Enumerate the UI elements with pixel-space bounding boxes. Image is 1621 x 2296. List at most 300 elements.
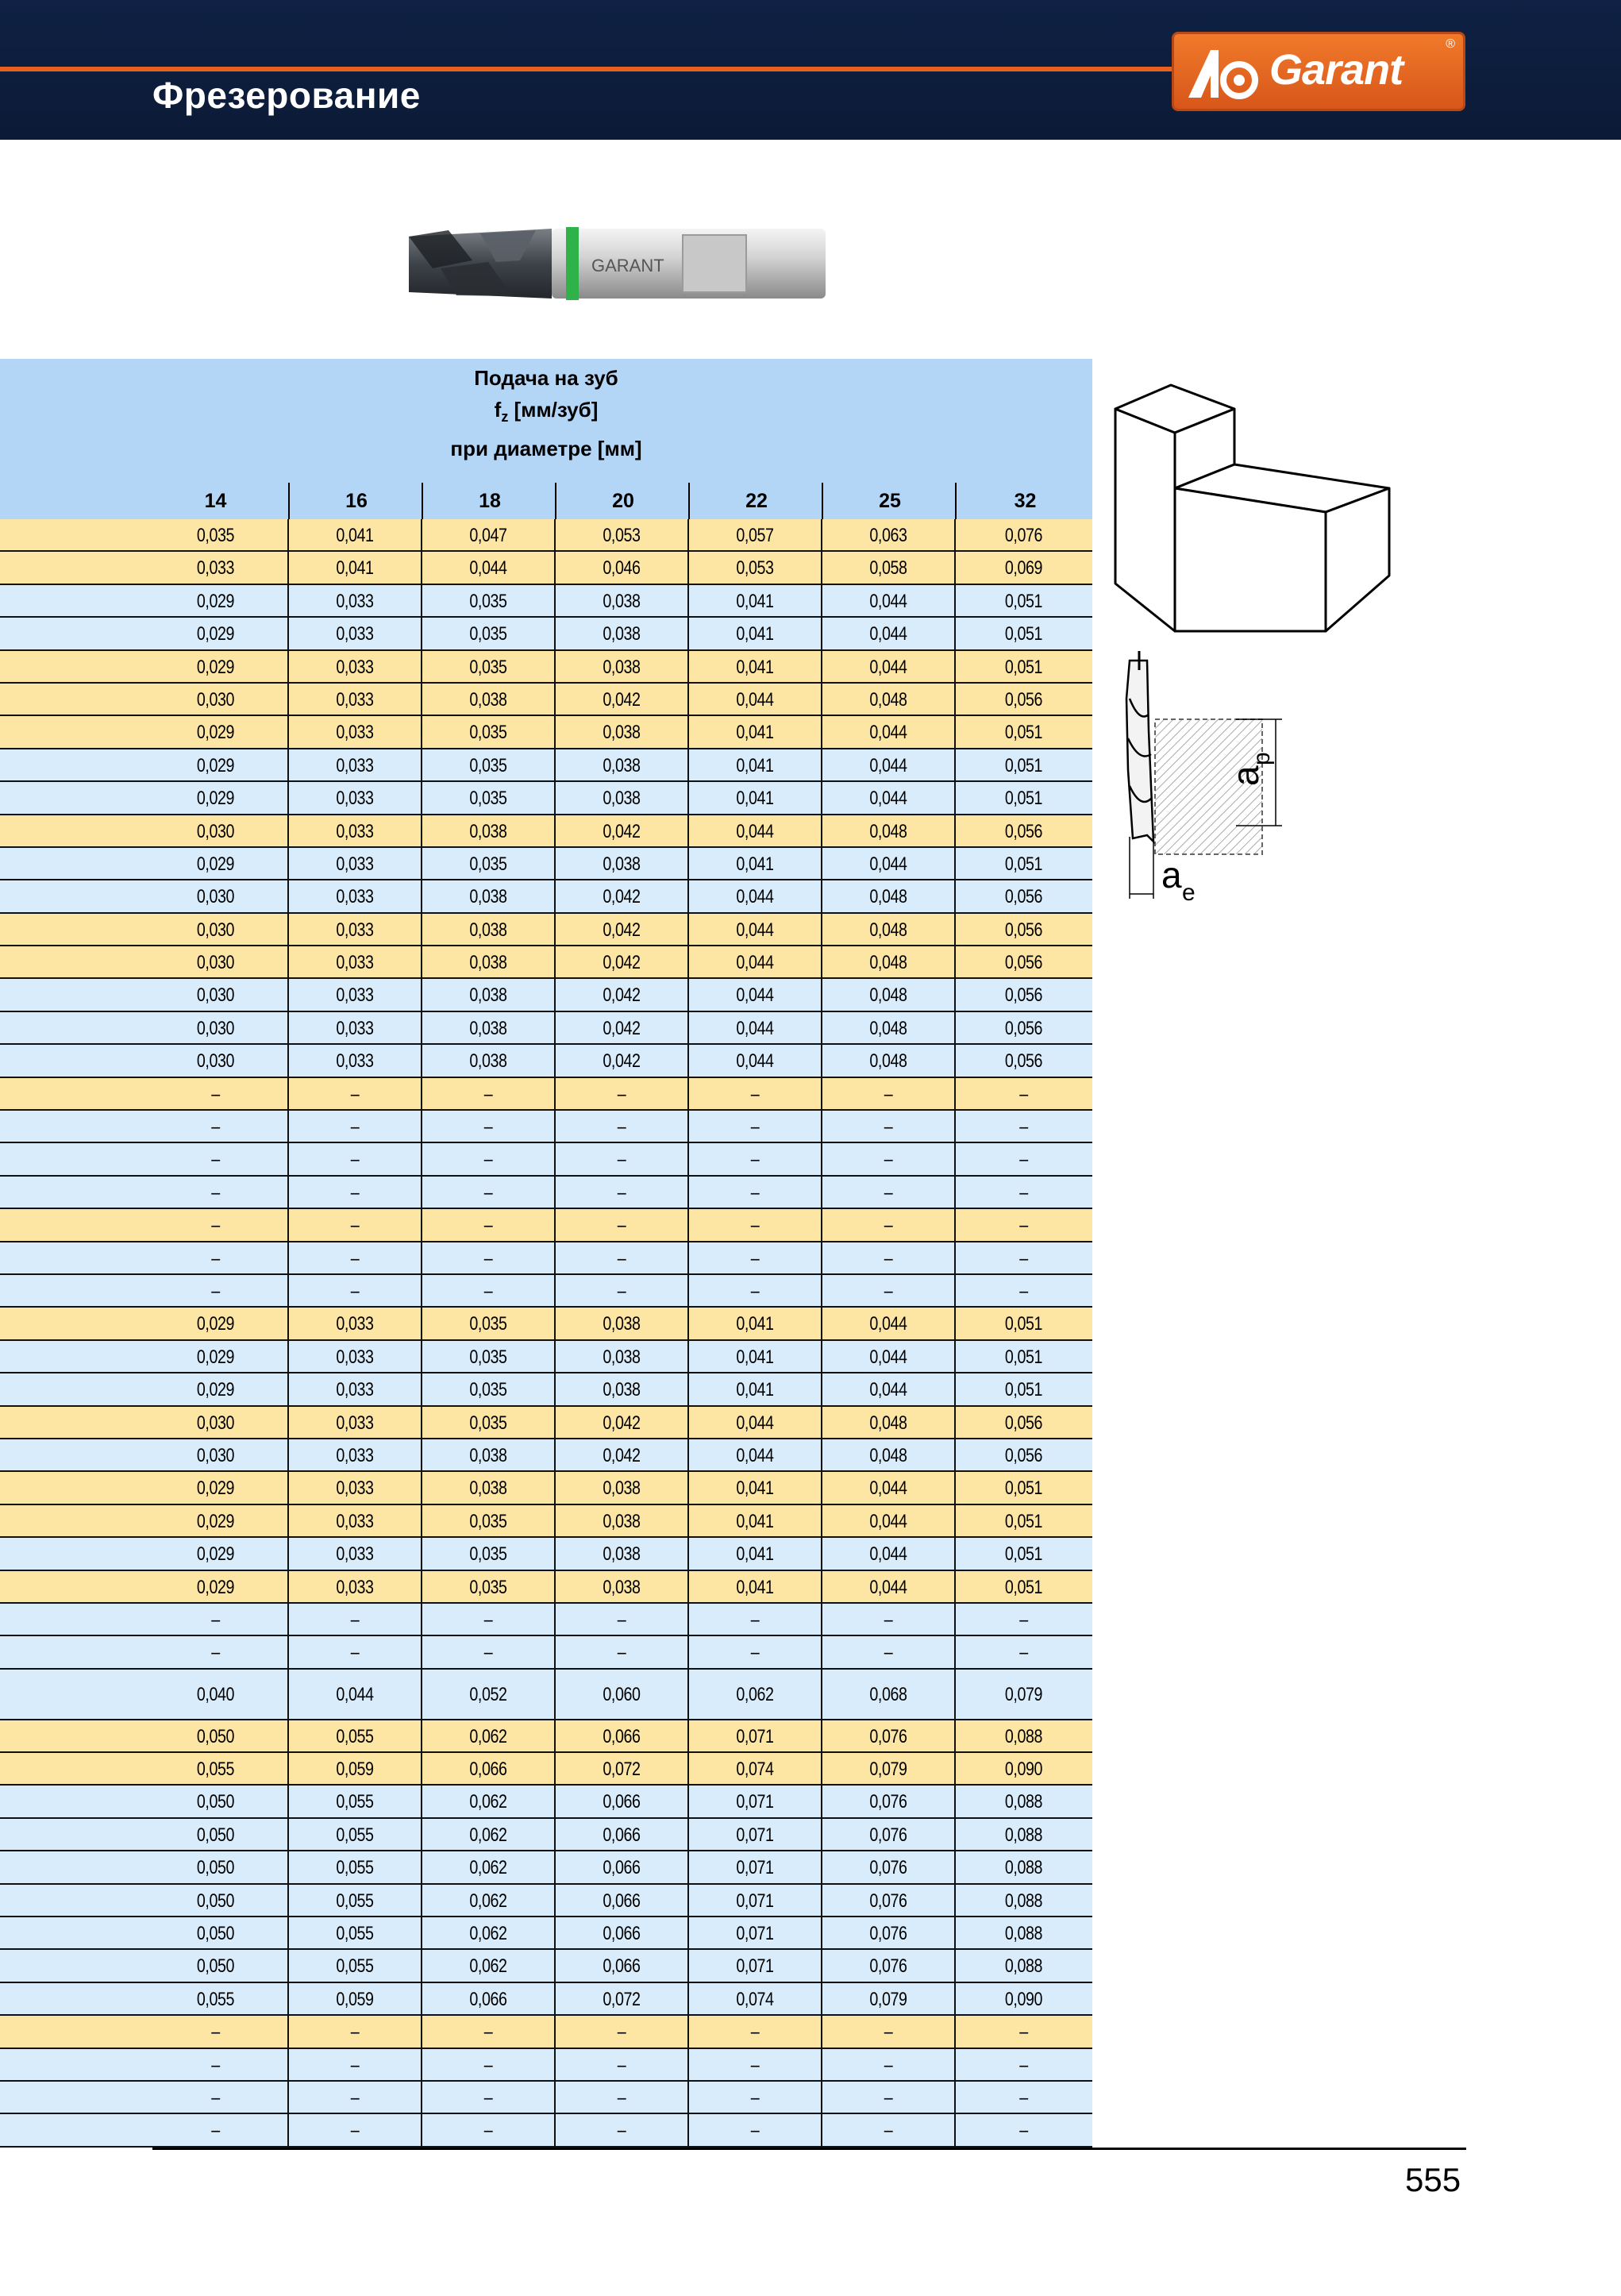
column-divider [821, 519, 822, 552]
column-divider [954, 1078, 956, 1111]
column-divider [687, 1045, 689, 1077]
column-divider [821, 1472, 822, 1504]
table-cell: – [483, 1608, 493, 1631]
column-divider [687, 1341, 689, 1373]
table-cell: – [1019, 2086, 1028, 2109]
table-cell: 0,041 [736, 754, 774, 776]
table-cell: 0,050 [196, 1725, 235, 1747]
table-cell: 0,033 [336, 1543, 374, 1566]
table-cell: 0,066 [603, 1725, 641, 1747]
table-cell: 0,035 [469, 590, 507, 612]
cutting-depth-diagram [1115, 651, 1306, 905]
column-divider [554, 1604, 556, 1636]
table-row [0, 1753, 1092, 1786]
column-divider [421, 1177, 422, 1209]
table-row [0, 2082, 1092, 2114]
table-cell: 0,038 [603, 656, 641, 678]
table-cell: 0,079 [1004, 1683, 1043, 1705]
column-divider [554, 1242, 556, 1275]
column-divider [954, 1373, 956, 1406]
column-divider [687, 1786, 689, 1818]
table-row [0, 914, 1092, 946]
column-divider [954, 1111, 956, 1143]
heading-unit: [мм/зуб] [514, 398, 599, 422]
column-divider [821, 1720, 822, 1753]
table-cell: 0,033 [336, 886, 374, 908]
table-row [0, 1275, 1092, 1308]
column-divider [554, 1045, 556, 1077]
column-divider [554, 749, 556, 782]
table-cell: 0,033 [336, 1017, 374, 1039]
table-cell: 0,063 [869, 525, 907, 546]
table-row [0, 1439, 1092, 1472]
table-cell: 0,055 [336, 1824, 374, 1846]
table-cell: 0,035 [469, 1346, 507, 1368]
column-divider [287, 1373, 289, 1406]
table-cell: – [211, 1181, 220, 1204]
column-divider [687, 1472, 689, 1504]
column-divider [287, 585, 289, 618]
table-cell: 0,044 [869, 590, 907, 612]
table-row [0, 1720, 1092, 1753]
table-cell: – [617, 1149, 626, 1171]
table-cell: 0,079 [869, 1988, 907, 2010]
table-cell: 0,059 [336, 1759, 374, 1781]
column-divider [554, 1012, 556, 1045]
column-divider [554, 2049, 556, 2082]
column-divider [821, 979, 822, 1011]
table-cell: 0,033 [336, 722, 374, 744]
table-cell: 0,038 [469, 886, 507, 908]
table-cell: 0,042 [603, 820, 641, 842]
column-divider [421, 1472, 422, 1504]
table-cell: – [483, 2086, 493, 2109]
table-cell: 0,055 [336, 1890, 374, 1912]
table-cell: 0,047 [469, 525, 507, 546]
column-divider [954, 519, 956, 552]
column-divider [954, 1571, 956, 1604]
column-divider [687, 1571, 689, 1604]
column-divider [687, 716, 689, 749]
column-divider [821, 1012, 822, 1045]
table-cell: 0,051 [1004, 1510, 1043, 1532]
heading-line-3: при диаметре [мм] [450, 437, 642, 461]
table-cell: 0,090 [1004, 1988, 1043, 2010]
column-divider [821, 1308, 822, 1340]
column-divider [687, 519, 689, 552]
column-divider [687, 1851, 689, 1884]
table-cell: 0,056 [1004, 1412, 1043, 1434]
table-cell: 0,051 [1004, 1576, 1043, 1598]
column-divider [954, 1341, 956, 1373]
column-divider [287, 1983, 289, 2016]
table-cell: 0,041 [736, 623, 774, 645]
column-divider [421, 1851, 422, 1884]
table-cell: – [211, 2120, 220, 2142]
table-cell: 0,029 [196, 1510, 235, 1532]
column-divider [954, 946, 956, 979]
table-cell: 0,088 [1004, 1923, 1043, 1945]
table-cell: 0,038 [603, 590, 641, 612]
table-row [0, 1983, 1092, 2016]
table-cell: – [350, 1149, 360, 1171]
table-cell: 0,038 [603, 1510, 641, 1532]
table-cell: 0,056 [1004, 688, 1043, 711]
table-cell: – [884, 2054, 893, 2076]
column-divider [421, 552, 422, 584]
table-cell: 0,044 [736, 1412, 774, 1434]
footer-rule [152, 2148, 1466, 2150]
column-divider [821, 1341, 822, 1373]
column-divider [687, 585, 689, 618]
table-cell: 0,076 [869, 1890, 907, 1912]
table-cell: – [483, 1116, 493, 1138]
table-cell: 0,033 [336, 1510, 374, 1532]
table-cell: 0,044 [869, 1379, 907, 1401]
column-divider [821, 1373, 822, 1406]
column-divider [421, 585, 422, 618]
table-heading [0, 359, 1092, 464]
column-divider [554, 1636, 556, 1669]
table-cell: 0,029 [196, 1346, 235, 1368]
table-cell: 0,033 [336, 1346, 374, 1368]
column-divider [687, 1143, 689, 1176]
column-divider [954, 1786, 956, 1818]
column-divider [687, 1111, 689, 1143]
table-cell: – [483, 1149, 493, 1171]
column-divider [287, 519, 289, 552]
column-divider [554, 1275, 556, 1308]
column-divider [421, 1209, 422, 1242]
column-divider [687, 1012, 689, 1045]
column-divider [421, 1078, 422, 1111]
table-cell: 0,071 [736, 1955, 774, 1978]
table-cell: 0,029 [196, 788, 235, 810]
table-cell: 0,076 [869, 1923, 907, 1945]
table-cell: 0,029 [196, 656, 235, 678]
table-cell: 0,044 [736, 919, 774, 941]
column-divider [954, 1012, 956, 1045]
column-divider [687, 979, 689, 1011]
table-cell: 0,050 [196, 1955, 235, 1978]
table-cell: 0,038 [469, 1050, 507, 1073]
column-divider [821, 880, 822, 913]
table-cell: 0,048 [869, 1017, 907, 1039]
column-divider [954, 1753, 956, 1786]
table-cell: 0,068 [869, 1683, 907, 1705]
column-divider [687, 1407, 689, 1439]
column-divider [687, 1670, 689, 1720]
table-cell: 0,038 [603, 1543, 641, 1566]
table-row [0, 1917, 1092, 1950]
column-divider [687, 651, 689, 684]
column-divider [421, 1950, 422, 1982]
column-divider [421, 880, 422, 913]
table-row [0, 1045, 1092, 1077]
column-divider [687, 1604, 689, 1636]
column-divider [554, 1851, 556, 1884]
table-cell: 0,033 [336, 754, 374, 776]
table-cell: – [617, 1116, 626, 1138]
table-cell: 0,035 [469, 623, 507, 645]
table-cell: – [884, 2021, 893, 2044]
table-cell: 0,048 [869, 984, 907, 1007]
table-cell: 0,071 [736, 1857, 774, 1879]
column-divider [954, 1407, 956, 1439]
table-cell: 0,060 [603, 1683, 641, 1705]
end-mill-image [401, 213, 834, 316]
table-cell: 0,055 [336, 1923, 374, 1945]
table-cell: 0,044 [736, 886, 774, 908]
column-divider [554, 815, 556, 848]
column-divider [687, 1275, 689, 1308]
table-cell: 0,048 [869, 1050, 907, 1073]
column-divider [554, 1143, 556, 1176]
table-cell: 0,056 [1004, 984, 1043, 1007]
column-divider [287, 716, 289, 749]
column-divider [421, 2049, 422, 2082]
table-cell: 0,044 [736, 688, 774, 711]
table-cell: 0,076 [869, 1857, 907, 1879]
column-divider [554, 2016, 556, 2048]
table-row [0, 848, 1092, 880]
table-cell: 0,056 [1004, 1017, 1043, 1039]
column-divider [954, 979, 956, 1011]
table-cell: 0,056 [1004, 886, 1043, 908]
table-cell: 0,071 [736, 1824, 774, 1846]
table-cell: 0,048 [869, 952, 907, 974]
table-cell: 0,030 [196, 919, 235, 941]
column-divider [687, 1308, 689, 1340]
table-cell: – [483, 1181, 493, 1204]
table-cell: 0,035 [469, 722, 507, 744]
column-divider [287, 749, 289, 782]
column-divider [821, 1177, 822, 1209]
table-cell: 0,044 [869, 1510, 907, 1532]
table-row [0, 2016, 1092, 2048]
column-divider [554, 782, 556, 815]
column-divider [287, 618, 289, 650]
table-cell: 0,038 [603, 1576, 641, 1598]
table-cell: 0,041 [736, 656, 774, 678]
column-divider [687, 1819, 689, 1851]
table-cell: – [617, 1642, 626, 1664]
column-divider [821, 1786, 822, 1818]
table-cell: 0,033 [336, 1379, 374, 1401]
table-cell: 0,055 [336, 1857, 374, 1879]
heading-line-2 [0, 394, 1092, 433]
table-cell: 0,062 [469, 1791, 507, 1813]
column-divider [554, 1111, 556, 1143]
table-cell: 0,050 [196, 1923, 235, 1945]
column-divider [954, 1143, 956, 1176]
table-cell: 0,051 [1004, 1543, 1043, 1566]
column-divider [421, 815, 422, 848]
column-divider [287, 552, 289, 584]
column-divider [287, 1111, 289, 1143]
column-divider [954, 1604, 956, 1636]
column-divider [554, 519, 556, 552]
column-divider [287, 1242, 289, 1275]
table-cell: – [750, 2120, 760, 2142]
column-divider [954, 1177, 956, 1209]
table-cell: 0,057 [736, 525, 774, 546]
column-divider [287, 1012, 289, 1045]
table-cell: 0,030 [196, 688, 235, 711]
column-divider [421, 1341, 422, 1373]
table-row [0, 651, 1092, 684]
page-header [0, 0, 1621, 140]
table-cell: 0,042 [603, 1017, 641, 1039]
column-divider [421, 1275, 422, 1308]
table-cell: – [211, 2086, 220, 2109]
column-divider [821, 1819, 822, 1851]
table-cell: 0,038 [469, 919, 507, 941]
table-cell: 0,051 [1004, 722, 1043, 744]
column-divider [954, 880, 956, 913]
column-divider [554, 1472, 556, 1504]
column-divider [554, 1373, 556, 1406]
column-divider [554, 716, 556, 749]
column-divider [954, 1439, 956, 1472]
table-cell: 0,062 [469, 1890, 507, 1912]
label-ae-sub: e [1182, 880, 1196, 905]
table-cell: 0,033 [336, 1313, 374, 1335]
table-row [0, 1012, 1092, 1045]
column-divider [554, 651, 556, 684]
table-cell: 0,038 [603, 1477, 641, 1500]
table-cell: 0,066 [603, 1890, 641, 1912]
table-cell: – [350, 1608, 360, 1631]
column-divider [421, 1045, 422, 1077]
column-divider [954, 1819, 956, 1851]
table-row [0, 1407, 1092, 1439]
column-divider [287, 1143, 289, 1176]
column-divider [287, 815, 289, 848]
table-cell: – [483, 1083, 493, 1105]
column-divider [287, 1505, 289, 1538]
column-divider [421, 1917, 422, 1950]
column-divider [687, 1505, 689, 1538]
table-cell: 0,033 [336, 1576, 374, 1598]
table-cell: – [483, 1247, 493, 1269]
table-cell: 0,035 [469, 1379, 507, 1401]
column-divider [554, 1439, 556, 1472]
column-divider [554, 1571, 556, 1604]
table-cell: 0,038 [469, 688, 507, 711]
column-divider [687, 1373, 689, 1406]
column-divider [554, 848, 556, 880]
table-cell: – [617, 1181, 626, 1204]
column-divider [954, 1885, 956, 1917]
table-cell: – [1019, 1083, 1028, 1105]
table-cell: 0,033 [336, 1050, 374, 1073]
table-cell: – [1019, 1608, 1028, 1631]
table-cell: – [1019, 2120, 1028, 2142]
table-row [0, 585, 1092, 618]
column-divider [954, 2082, 956, 2114]
column-headers [0, 483, 1092, 519]
table-cell: 0,038 [469, 1477, 507, 1500]
table-cell: 0,044 [736, 820, 774, 842]
column-divider [687, 684, 689, 716]
table-row [0, 2049, 1092, 2082]
table-cell: 0,044 [336, 1683, 374, 1705]
table-cell: – [350, 2120, 360, 2142]
table-row [0, 1341, 1092, 1373]
table-cell: 0,071 [736, 1791, 774, 1813]
column-divider [687, 1753, 689, 1786]
table-cell: 0,041 [736, 788, 774, 810]
table-cell: – [884, 2086, 893, 2109]
table-cell: – [350, 1083, 360, 1105]
column-divider [554, 552, 556, 584]
column-divider [287, 1851, 289, 1884]
column-divider [421, 1373, 422, 1406]
table-cell: – [211, 1149, 220, 1171]
column-divider [287, 1786, 289, 1818]
garant-emblem-icon [1180, 36, 1268, 110]
column-divider [687, 1885, 689, 1917]
table-cell: 0,029 [196, 1379, 235, 1401]
column-divider [954, 1670, 956, 1720]
table-cell: – [750, 2086, 760, 2109]
table-cell: – [750, 1642, 760, 1664]
column-divider [687, 1209, 689, 1242]
table-cell: – [1019, 2021, 1028, 2044]
column-divider [821, 1045, 822, 1077]
table-row [0, 1851, 1092, 1884]
column-divider [287, 651, 289, 684]
table-cell: – [211, 2021, 220, 2044]
column-divider [821, 1885, 822, 1917]
column-divider [421, 1308, 422, 1340]
table-cell: 0,038 [603, 1313, 641, 1335]
column-divider [954, 1045, 956, 1077]
garant-logo [1172, 32, 1465, 111]
column-divider [954, 1242, 956, 1275]
table-cell: – [750, 1116, 760, 1138]
table-cell: 0,044 [869, 1543, 907, 1566]
table-cell: – [211, 1608, 220, 1631]
table-cell: 0,041 [336, 525, 374, 546]
table-cell: 0,088 [1004, 1857, 1043, 1879]
table-cell: 0,030 [196, 1444, 235, 1466]
column-divider [421, 1012, 422, 1045]
table-cell: – [483, 1280, 493, 1302]
table-cell: – [750, 1608, 760, 1631]
table-cell: 0,072 [603, 1988, 641, 2010]
table-cell: 0,033 [336, 984, 374, 1007]
table-cell: 0,044 [736, 1050, 774, 1073]
column-divider [821, 1407, 822, 1439]
table-cell: 0,066 [603, 1923, 641, 1945]
table-row [0, 618, 1092, 650]
table-cell: – [884, 1116, 893, 1138]
table-row [0, 1111, 1092, 1143]
table-cell: – [1019, 1247, 1028, 1269]
column-divider [554, 1786, 556, 1818]
column-divider [287, 1885, 289, 1917]
step-workpiece-diagram [1111, 377, 1397, 639]
table-cell: 0,035 [469, 754, 507, 776]
column-divider [554, 1407, 556, 1439]
column-divider [287, 1308, 289, 1340]
column-divider [821, 1636, 822, 1669]
table-cell: – [884, 1083, 893, 1105]
table-cell: – [350, 2021, 360, 2044]
table-cell: 0,030 [196, 1412, 235, 1434]
